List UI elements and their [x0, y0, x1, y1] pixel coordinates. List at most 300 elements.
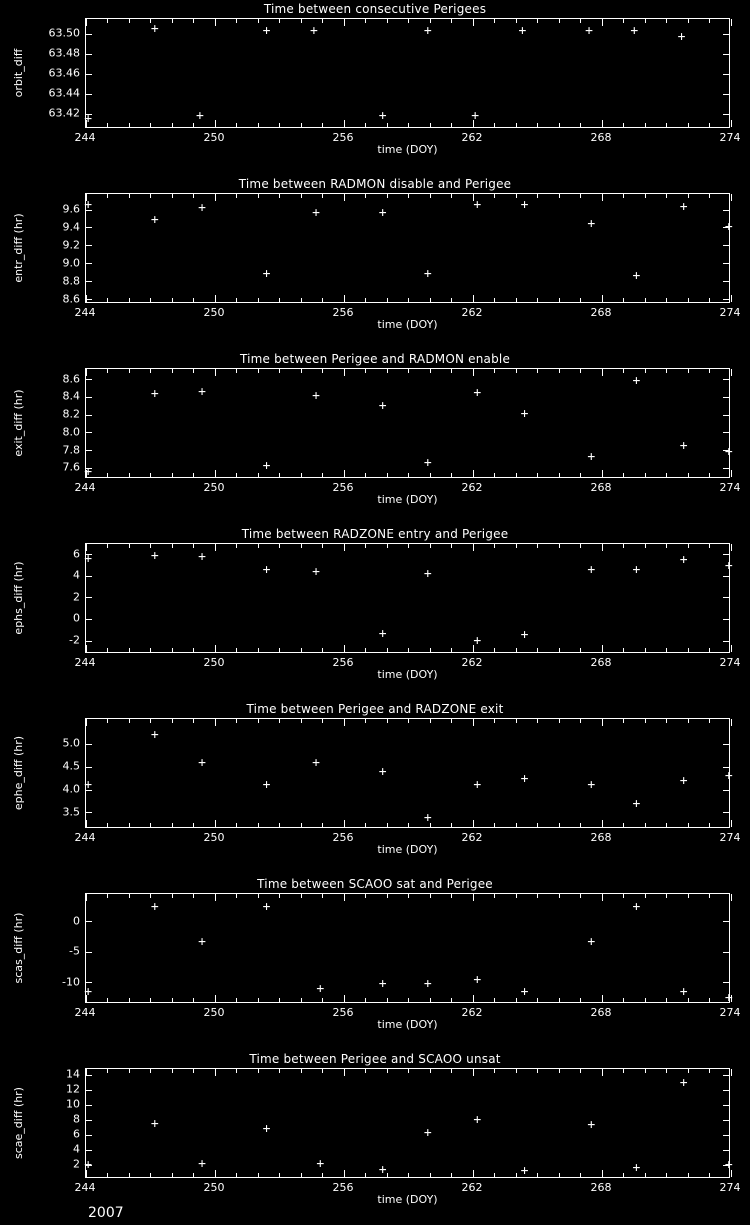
x-tick-mark	[387, 298, 388, 302]
x-tick-mark	[645, 998, 646, 1002]
y-axis-label: entr_diff (hr)	[12, 213, 25, 283]
x-tick-label: 244	[74, 1181, 96, 1194]
x-tick-mark	[731, 544, 732, 551]
data-point: +	[423, 810, 432, 826]
y-tick-mark	[723, 1120, 729, 1121]
x-tick-mark	[107, 298, 108, 302]
x-tick-mark	[709, 369, 710, 373]
y-tick-label: 6	[73, 1127, 80, 1141]
x-tick-mark	[516, 369, 517, 373]
x-tick-mark	[172, 298, 173, 302]
x-tick-label: 268	[590, 1006, 612, 1019]
x-tick-mark	[688, 369, 689, 373]
y-tick-label: 4	[73, 568, 80, 582]
x-tick-mark	[236, 719, 237, 723]
y-tick-mark	[86, 982, 92, 983]
x-tick-mark	[301, 298, 302, 302]
x-tick-mark	[215, 19, 216, 26]
x-tick-mark	[301, 544, 302, 548]
x-tick-label: 268	[590, 656, 612, 669]
chart-title: Time between Perigee and RADMON enable	[239, 352, 511, 366]
x-tick-mark	[731, 120, 732, 127]
y-tick-label: 4.5	[62, 759, 80, 773]
x-tick-mark	[516, 719, 517, 723]
x-tick-mark	[602, 1069, 603, 1076]
x-tick-mark	[193, 544, 194, 548]
x-tick-mark	[666, 298, 667, 302]
data-point: +	[150, 212, 159, 228]
x-tick-mark	[387, 473, 388, 477]
x-tick-label: 250	[203, 656, 225, 669]
y-tick-mark	[86, 576, 92, 577]
x-tick-mark	[537, 369, 538, 373]
x-tick-mark	[387, 123, 388, 127]
x-tick-mark	[494, 1069, 495, 1073]
x-tick-mark	[623, 369, 624, 373]
x-tick-mark	[430, 648, 431, 652]
data-point: +	[587, 562, 596, 578]
plot-area	[84, 1068, 733, 1179]
y-tick-label: -10	[62, 975, 80, 989]
x-tick-mark	[408, 473, 409, 477]
x-tick-mark	[107, 123, 108, 127]
x-tick-mark	[387, 823, 388, 827]
x-tick-mark	[150, 1069, 151, 1073]
x-axis-label: time (DOY)	[377, 1193, 438, 1206]
x-tick-mark	[236, 823, 237, 827]
x-tick-mark	[559, 998, 560, 1002]
x-tick-mark	[494, 298, 495, 302]
x-tick-mark	[107, 473, 108, 477]
y-tick-mark	[86, 227, 92, 228]
x-tick-label: 274	[719, 1006, 741, 1019]
x-tick-mark	[473, 369, 474, 376]
y-tick-mark	[86, 619, 92, 620]
x-tick-mark	[279, 123, 280, 127]
x-tick-mark	[537, 1069, 538, 1073]
x-tick-mark	[451, 123, 452, 127]
y-tick-label: 8.2	[62, 407, 80, 421]
data-point: +	[198, 549, 207, 565]
data-point: +	[378, 1162, 387, 1178]
y-tick-mark	[723, 34, 729, 35]
x-tick-mark	[193, 194, 194, 198]
data-point: +	[632, 899, 641, 915]
y-tick-label: 3.5	[62, 805, 80, 819]
x-tick-mark	[150, 369, 151, 373]
x-tick-mark	[666, 719, 667, 723]
y-tick-mark	[723, 263, 729, 264]
y-tick-mark	[723, 1090, 729, 1091]
y-tick-mark	[723, 94, 729, 95]
data-point: +	[473, 972, 482, 988]
x-tick-mark	[408, 894, 409, 898]
y-tick-mark	[723, 576, 729, 577]
x-tick-mark	[215, 120, 216, 127]
x-tick-mark	[215, 820, 216, 827]
x-tick-mark	[709, 544, 710, 548]
x-tick-mark	[580, 298, 581, 302]
x-tick-mark	[688, 19, 689, 23]
data-point: +	[262, 266, 271, 282]
x-tick-mark	[451, 1069, 452, 1073]
x-tick-mark	[494, 544, 495, 548]
data-point: +	[679, 773, 688, 789]
x-tick-mark	[258, 1173, 259, 1177]
x-tick-mark	[129, 123, 130, 127]
x-tick-mark	[387, 719, 388, 723]
x-tick-mark	[688, 194, 689, 198]
data-point: +	[632, 1160, 641, 1176]
x-tick-mark	[86, 1069, 87, 1076]
x-tick-mark	[666, 823, 667, 827]
x-tick-mark	[645, 823, 646, 827]
y-tick-label: 10	[66, 1097, 80, 1111]
x-tick-mark	[129, 719, 130, 723]
x-tick-mark	[688, 473, 689, 477]
x-tick-label: 256	[332, 481, 354, 494]
x-tick-label: 262	[461, 1181, 483, 1194]
y-tick-label: 0	[73, 611, 80, 625]
x-tick-mark	[344, 995, 345, 1002]
x-tick-mark	[731, 719, 732, 726]
x-tick-mark	[473, 1170, 474, 1177]
y-tick-mark	[723, 54, 729, 55]
plot-area	[84, 368, 733, 480]
y-tick-label: 8.6	[62, 292, 80, 306]
data-point: +	[585, 23, 594, 39]
x-tick-mark	[494, 823, 495, 827]
x-tick-mark	[473, 295, 474, 302]
x-tick-mark	[322, 298, 323, 302]
y-tick-mark	[723, 790, 729, 791]
x-tick-mark	[193, 19, 194, 23]
y-tick-label: 8.0	[62, 425, 80, 439]
x-tick-mark	[301, 369, 302, 373]
x-tick-mark	[344, 194, 345, 201]
x-tick-mark	[279, 1173, 280, 1177]
y-axis-label: scas_diff (hr)	[12, 912, 25, 984]
y-tick-mark	[86, 281, 92, 282]
x-tick-mark	[666, 369, 667, 373]
x-tick-mark	[107, 823, 108, 827]
x-tick-label: 274	[719, 656, 741, 669]
x-tick-mark	[516, 998, 517, 1002]
x-tick-mark	[301, 1069, 302, 1073]
x-tick-mark	[494, 194, 495, 198]
x-tick-mark	[279, 648, 280, 652]
x-tick-mark	[215, 295, 216, 302]
x-tick-mark	[107, 719, 108, 723]
y-tick-label: 0	[73, 914, 80, 927]
x-tick-mark	[236, 648, 237, 652]
x-tick-mark	[193, 998, 194, 1002]
x-tick-mark	[430, 719, 431, 723]
x-tick-mark	[516, 544, 517, 548]
y-tick-mark	[723, 597, 729, 598]
x-tick-mark	[709, 298, 710, 302]
x-tick-mark	[279, 544, 280, 548]
data-point: +	[150, 548, 159, 564]
x-tick-mark	[129, 19, 130, 23]
x-tick-mark	[322, 123, 323, 127]
x-tick-mark	[602, 1170, 603, 1177]
y-tick-mark	[86, 1135, 92, 1136]
data-point: +	[630, 23, 639, 39]
x-tick-mark	[559, 1173, 560, 1177]
data-point: +	[677, 29, 686, 45]
data-point: +	[84, 984, 93, 1000]
y-tick-label: 5.0	[62, 736, 80, 750]
x-tick-mark	[537, 298, 538, 302]
x-tick-mark	[559, 194, 560, 198]
y-tick-label: 8.8	[62, 274, 80, 288]
y-tick-mark	[86, 379, 92, 380]
x-tick-mark	[301, 123, 302, 127]
x-tick-mark	[258, 369, 259, 373]
x-tick-mark	[365, 123, 366, 127]
x-tick-mark	[559, 894, 560, 898]
x-tick-mark	[172, 473, 173, 477]
plot-area	[84, 543, 733, 653]
x-tick-mark	[516, 894, 517, 898]
x-tick-mark	[559, 19, 560, 23]
chart-title: Time between RADZONE entry and Perigee	[241, 527, 509, 541]
x-tick-label: 274	[719, 131, 741, 144]
y-axis-label: exit_diff (hr)	[12, 389, 25, 457]
x-tick-mark	[559, 123, 560, 127]
x-tick-mark	[258, 298, 259, 302]
x-tick-mark	[537, 19, 538, 23]
x-tick-label: 268	[590, 481, 612, 494]
x-tick-mark	[279, 473, 280, 477]
x-tick-mark	[709, 19, 710, 23]
x-tick-mark	[279, 19, 280, 23]
x-tick-mark	[537, 473, 538, 477]
x-tick-mark	[301, 894, 302, 898]
data-point: +	[679, 199, 688, 215]
x-tick-mark	[172, 194, 173, 198]
x-tick-mark	[365, 1069, 366, 1073]
x-tick-mark	[623, 298, 624, 302]
y-tick-mark	[86, 450, 92, 451]
x-tick-mark	[107, 1173, 108, 1177]
x-tick-mark	[537, 823, 538, 827]
x-tick-mark	[430, 473, 431, 477]
x-tick-mark	[666, 19, 667, 23]
x-tick-mark	[623, 194, 624, 198]
x-tick-mark	[602, 820, 603, 827]
x-tick-mark	[645, 1069, 646, 1073]
x-tick-mark	[451, 19, 452, 23]
x-tick-mark	[430, 369, 431, 373]
x-tick-mark	[150, 719, 151, 723]
y-tick-label: 8	[73, 1112, 80, 1126]
plot-area	[84, 893, 733, 1006]
y-tick-label: 63.42	[48, 106, 80, 120]
x-tick-mark	[709, 194, 710, 198]
x-tick-mark	[150, 648, 151, 652]
x-tick-mark	[516, 19, 517, 23]
data-point: +	[378, 764, 387, 780]
y-tick-mark	[723, 415, 729, 416]
x-tick-mark	[494, 123, 495, 127]
y-tick-label: 7.8	[62, 443, 80, 457]
x-tick-label: 268	[590, 1181, 612, 1194]
x-tick-mark	[408, 369, 409, 373]
x-tick-mark	[451, 998, 452, 1002]
x-tick-mark	[666, 648, 667, 652]
x-tick-mark	[666, 998, 667, 1002]
x-tick-mark	[645, 194, 646, 198]
y-tick-mark	[86, 1150, 92, 1151]
x-tick-mark	[731, 820, 732, 827]
x-tick-mark	[86, 295, 87, 302]
x-tick-mark	[258, 123, 259, 127]
x-tick-mark	[193, 894, 194, 898]
x-tick-mark	[623, 719, 624, 723]
x-tick-mark	[236, 473, 237, 477]
data-point: +	[724, 219, 733, 235]
x-tick-mark	[387, 369, 388, 373]
x-tick-mark	[623, 648, 624, 652]
x-tick-mark	[559, 369, 560, 373]
x-tick-mark	[580, 894, 581, 898]
x-tick-mark	[86, 820, 87, 827]
x-tick-mark	[666, 1173, 667, 1177]
x-tick-mark	[408, 719, 409, 723]
y-tick-mark	[86, 415, 92, 416]
data-point: +	[679, 438, 688, 454]
x-tick-mark	[473, 470, 474, 477]
x-tick-mark	[129, 194, 130, 198]
x-tick-mark	[172, 823, 173, 827]
x-tick-mark	[301, 19, 302, 23]
y-tick-label: 6	[73, 547, 80, 561]
x-tick-mark	[129, 1069, 130, 1073]
x-tick-mark	[215, 369, 216, 376]
x-tick-mark	[365, 998, 366, 1002]
x-tick-mark	[516, 648, 517, 652]
y-tick-label: 4	[73, 1142, 80, 1156]
y-tick-mark	[86, 54, 92, 55]
x-tick-mark	[473, 995, 474, 1002]
data-point: +	[473, 633, 482, 649]
y-tick-mark	[723, 767, 729, 768]
x-tick-mark	[107, 369, 108, 373]
x-tick-mark	[322, 998, 323, 1002]
x-tick-mark	[623, 894, 624, 898]
x-tick-mark	[86, 894, 87, 901]
x-tick-mark	[430, 894, 431, 898]
x-tick-mark	[731, 295, 732, 302]
data-point: +	[150, 21, 159, 37]
x-tick-mark	[322, 1173, 323, 1177]
x-tick-mark	[150, 823, 151, 827]
data-point: +	[632, 268, 641, 284]
y-tick-label: 2	[73, 1157, 80, 1171]
data-point: +	[198, 200, 207, 216]
x-tick-mark	[408, 1069, 409, 1073]
x-tick-mark	[86, 19, 87, 26]
x-tick-label: 256	[332, 1006, 354, 1019]
x-tick-mark	[559, 823, 560, 827]
x-tick-mark	[322, 719, 323, 723]
x-tick-label: 250	[203, 131, 225, 144]
x-tick-mark	[258, 194, 259, 198]
data-point: +	[84, 551, 93, 567]
x-tick-label: 244	[74, 656, 96, 669]
x-tick-mark	[258, 648, 259, 652]
x-tick-mark	[150, 473, 151, 477]
x-tick-mark	[107, 544, 108, 548]
x-tick-mark	[559, 648, 560, 652]
x-tick-mark	[279, 369, 280, 373]
y-tick-label: 63.44	[48, 86, 80, 100]
data-point: +	[632, 562, 641, 578]
x-tick-mark	[623, 473, 624, 477]
data-point: +	[724, 558, 733, 574]
x-tick-mark	[172, 369, 173, 373]
x-tick-mark	[580, 369, 581, 373]
y-tick-mark	[723, 432, 729, 433]
y-axis-label: ephe_diff (hr)	[12, 735, 25, 811]
x-tick-label: 244	[74, 481, 96, 494]
data-point: +	[84, 1157, 93, 1173]
x-tick-mark	[236, 298, 237, 302]
x-tick-mark	[215, 1170, 216, 1177]
data-point: +	[423, 1125, 432, 1141]
chart-panel	[0, 175, 750, 350]
data-point: +	[378, 976, 387, 992]
x-tick-mark	[602, 369, 603, 376]
x-tick-mark	[408, 19, 409, 23]
x-tick-mark	[516, 298, 517, 302]
x-tick-mark	[408, 1173, 409, 1177]
x-axis-label: time (DOY)	[377, 143, 438, 156]
x-tick-label: 262	[461, 656, 483, 669]
x-tick-mark	[344, 544, 345, 551]
y-tick-mark	[86, 263, 92, 264]
x-tick-mark	[709, 1173, 710, 1177]
x-tick-mark	[408, 544, 409, 548]
data-point: +	[724, 444, 733, 460]
x-tick-mark	[645, 473, 646, 477]
x-tick-mark	[516, 194, 517, 198]
x-tick-mark	[365, 719, 366, 723]
x-tick-mark	[215, 995, 216, 1002]
x-tick-mark	[688, 123, 689, 127]
x-tick-mark	[623, 544, 624, 548]
data-point: +	[378, 108, 387, 124]
x-tick-mark	[301, 1173, 302, 1177]
x-tick-mark	[666, 194, 667, 198]
x-tick-mark	[537, 123, 538, 127]
data-point: +	[316, 981, 325, 997]
x-tick-label: 268	[590, 831, 612, 844]
x-tick-mark	[688, 1069, 689, 1073]
x-tick-mark	[215, 719, 216, 726]
x-tick-mark	[645, 19, 646, 23]
x-tick-mark	[688, 719, 689, 723]
x-tick-mark	[430, 194, 431, 198]
x-tick-mark	[322, 19, 323, 23]
x-tick-mark	[365, 298, 366, 302]
chart-panel	[0, 875, 750, 1050]
x-tick-mark	[731, 470, 732, 477]
y-tick-mark	[86, 94, 92, 95]
x-tick-mark	[322, 544, 323, 548]
